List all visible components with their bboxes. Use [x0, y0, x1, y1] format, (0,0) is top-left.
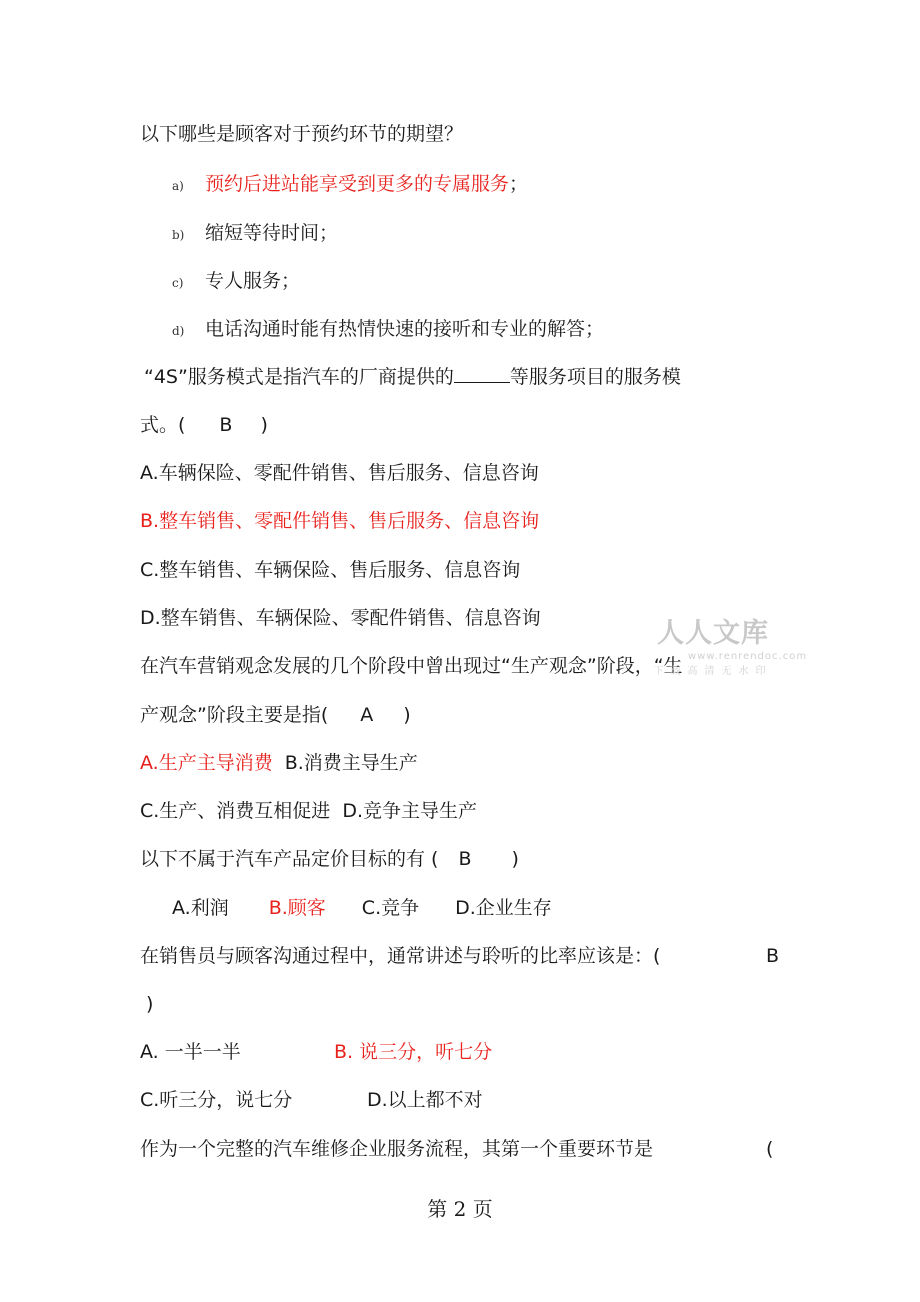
- answer-letter: B: [766, 945, 780, 967]
- paren-close: ): [511, 848, 519, 870]
- q4-stem-text: 以下不属于汽车产品定价目标的有 (: [140, 848, 439, 870]
- q5-option-d: D.以上都不对: [367, 1089, 483, 1111]
- q5-option-c: C.听三分，说七分: [140, 1089, 293, 1111]
- q3-stem-part: 产观念”阶段主要是指(: [140, 704, 329, 726]
- q3-options-row1: [140, 750, 418, 776]
- q2-stem-line2: [140, 412, 268, 438]
- q4-option-c: C.竞争: [361, 897, 420, 919]
- q2-option-d: D.整车销售、车辆保险、零配件销售、信息咨询: [140, 607, 541, 629]
- paren-close: ): [146, 993, 154, 1015]
- q3-option-a: A.生产主导消费: [140, 752, 273, 774]
- paren-close: ): [260, 414, 268, 436]
- q6-stem-text: 作为一个完整的汽车维修企业服务流程，其第一个重要环节是: [140, 1138, 654, 1160]
- answer-letter: A: [360, 704, 374, 726]
- page-number: 第 2 页: [427, 1197, 493, 1221]
- paren-open: (: [766, 1138, 774, 1160]
- option-text: 电话沟通时能有热情快速的接听和专业的解答；: [205, 318, 605, 340]
- q5-options-row2: [140, 1087, 483, 1113]
- q2-option-a: A.车辆保险、零配件销售、售后服务、信息咨询: [140, 462, 539, 484]
- option-text: 专人服务；: [205, 270, 301, 292]
- option-punct: ；: [509, 173, 529, 195]
- q3-options-row2: [140, 798, 477, 824]
- paren-close: ): [403, 704, 411, 726]
- q5-option-a: A. 一半一半: [140, 1041, 241, 1063]
- option-marker: d): [172, 324, 185, 338]
- q1-option-c: [172, 268, 300, 296]
- q5-option-b: B. 说三分，听七分: [334, 1041, 493, 1063]
- q3-stem-line2: [140, 702, 411, 728]
- answer-letter: B: [219, 414, 233, 436]
- q4-option-a: A.利润: [172, 897, 229, 919]
- q2-stem-line1: [144, 364, 681, 390]
- q3-stem-line1: 在汽车营销观念发展的几个阶段中曾出现过“生产观念”阶段，“生: [140, 655, 683, 677]
- q2-stem-part: “4S”服务模式是指汽车的厂商提供的: [144, 366, 454, 388]
- option-marker: c): [172, 276, 184, 290]
- q4-stem: [140, 846, 519, 872]
- answer-letter: B: [458, 848, 472, 870]
- option-marker: b): [172, 228, 185, 242]
- q1-stem: 以下哪些是顾客对于预约环节的期望？: [140, 123, 464, 145]
- watermark-slogan: 下载高清无水印: [653, 666, 773, 677]
- option-text: 预约后进站能享受到更多的专属服务: [205, 173, 510, 195]
- q3-option-d: D.竞争主导生产: [342, 800, 477, 822]
- option-text: 缩短等待时间；: [205, 222, 339, 244]
- q6-stem: [140, 1136, 774, 1162]
- q3-option-c: C.生产、消费互相促进: [140, 800, 331, 822]
- q5-stem-line1: [140, 943, 780, 969]
- watermark-title: 人人文库: [657, 618, 769, 649]
- q1-option-a: [172, 171, 528, 199]
- option-marker: a): [172, 179, 184, 193]
- q2-option-b: B.整车销售、零配件销售、售后服务、信息咨询: [140, 510, 540, 532]
- q2-stem-part: 式。(: [140, 414, 186, 436]
- q3-option-b: B.消费主导生产: [284, 752, 418, 774]
- q1-option-b: [172, 220, 338, 248]
- q2-stem-part: 等服务项目的服务模: [509, 366, 681, 388]
- watermark-url: www.renrendoc.com: [688, 651, 808, 662]
- q5-stem-text: 在销售员与顾客沟通过程中，通常讲述与聆听的比率应该是：(: [140, 945, 661, 967]
- q4-options: [172, 895, 552, 921]
- q2-option-c: C.整车销售、车辆保险、售后服务、信息咨询: [140, 559, 521, 581]
- q1-option-d: [172, 316, 604, 344]
- q4-option-d: D.企业生存: [455, 897, 552, 919]
- fill-blank: [454, 364, 510, 383]
- q4-option-b: B.顾客: [268, 897, 326, 919]
- q5-options-row1: [140, 1039, 493, 1065]
